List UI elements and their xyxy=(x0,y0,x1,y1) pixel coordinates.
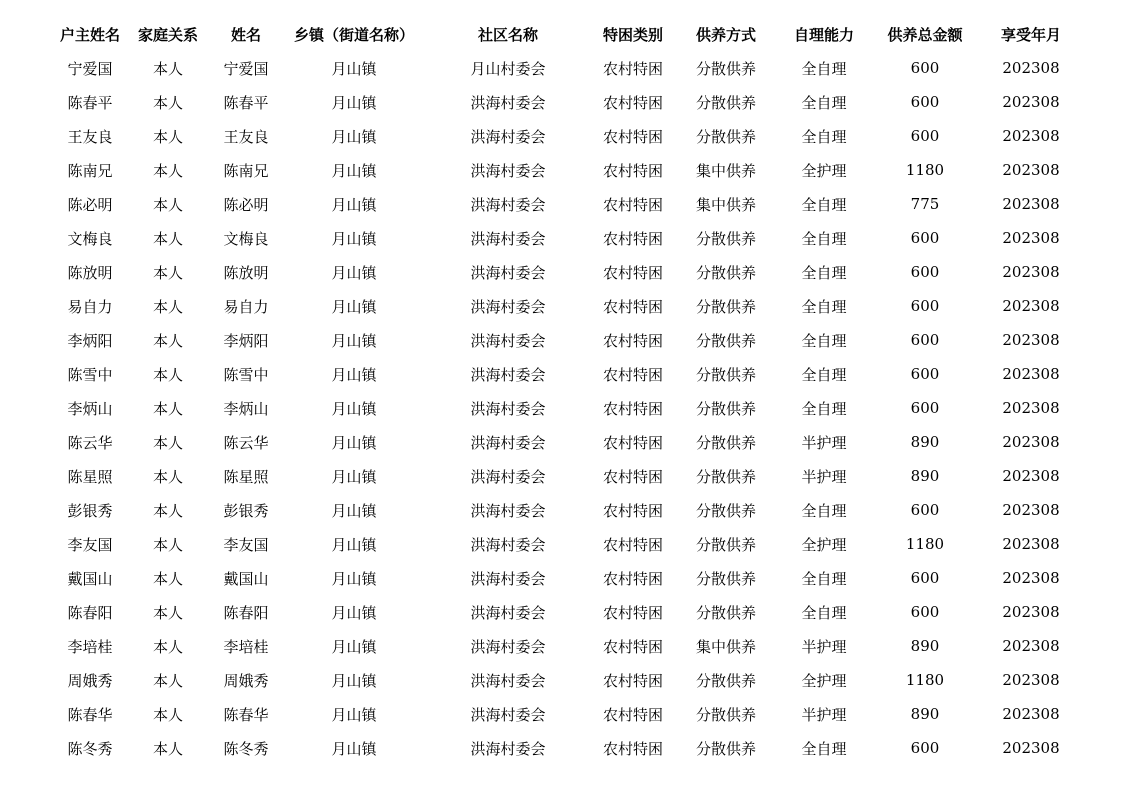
cell-category: 农村特困 xyxy=(602,467,663,486)
cell-year-month: 202308 xyxy=(1002,195,1060,213)
cell-householder-name: 宁爱国 xyxy=(67,59,113,78)
cell-category: 农村特困 xyxy=(602,739,663,758)
cell-total-amount: 600 xyxy=(910,59,940,77)
table-row xyxy=(52,493,1082,527)
cell-community: 洪海村委会 xyxy=(470,433,546,452)
cell-name: 李炳山 xyxy=(223,399,269,418)
cell-householder-name: 周娥秀 xyxy=(67,671,113,690)
cell-self-care: 全护理 xyxy=(801,671,847,690)
cell-householder-name: 易自力 xyxy=(67,297,113,316)
cell-name: 宁爱国 xyxy=(223,59,269,78)
cell-category: 农村特困 xyxy=(602,297,663,316)
cell-family-relation: 本人 xyxy=(152,161,183,180)
cell-community: 洪海村委会 xyxy=(470,467,546,486)
cell-householder-name: 陈放明 xyxy=(67,263,113,282)
cell-self-care: 半护理 xyxy=(801,433,847,452)
cell-family-relation: 本人 xyxy=(152,127,183,146)
cell-self-care: 全自理 xyxy=(801,603,847,622)
cell-total-amount: 890 xyxy=(910,637,940,655)
cell-householder-name: 陈春华 xyxy=(67,705,113,724)
cell-category: 农村特困 xyxy=(602,433,663,452)
cell-category: 农村特困 xyxy=(602,59,663,78)
table-header-row xyxy=(52,17,1082,51)
cell-category: 农村特困 xyxy=(602,399,663,418)
cell-family-relation: 本人 xyxy=(152,365,183,384)
cell-total-amount: 600 xyxy=(910,569,940,587)
cell-community: 洪海村委会 xyxy=(470,263,546,282)
header-year-month: 享受年月 xyxy=(1000,25,1061,44)
cell-self-care: 全自理 xyxy=(801,229,847,248)
cell-year-month: 202308 xyxy=(1002,263,1060,281)
cell-year-month: 202308 xyxy=(1002,331,1060,349)
cell-support-mode: 分散供养 xyxy=(695,229,756,248)
cell-year-month: 202308 xyxy=(1002,637,1060,655)
cell-total-amount: 600 xyxy=(910,263,940,281)
cell-self-care: 全自理 xyxy=(801,365,847,384)
cell-category: 农村特困 xyxy=(602,671,663,690)
cell-name: 陈春平 xyxy=(223,93,269,112)
cell-township: 月山镇 xyxy=(331,739,377,758)
cell-township: 月山镇 xyxy=(331,671,377,690)
cell-category: 农村特困 xyxy=(602,569,663,588)
cell-name: 周娥秀 xyxy=(223,671,269,690)
table-row xyxy=(52,595,1082,629)
table-row xyxy=(52,119,1082,153)
table-row xyxy=(52,51,1082,85)
cell-category: 农村特困 xyxy=(602,229,663,248)
cell-community: 洪海村委会 xyxy=(470,127,546,146)
cell-township: 月山镇 xyxy=(331,161,377,180)
cell-self-care: 全自理 xyxy=(801,569,847,588)
cell-self-care: 全自理 xyxy=(801,297,847,316)
cell-support-mode: 分散供养 xyxy=(695,127,756,146)
cell-householder-name: 陈春阳 xyxy=(67,603,113,622)
cell-self-care: 半护理 xyxy=(801,467,847,486)
cell-total-amount: 600 xyxy=(910,365,940,383)
table-row xyxy=(52,153,1082,187)
cell-family-relation: 本人 xyxy=(152,229,183,248)
cell-support-mode: 分散供养 xyxy=(695,59,756,78)
cell-community: 洪海村委会 xyxy=(470,195,546,214)
cell-householder-name: 陈南兄 xyxy=(67,161,113,180)
cell-self-care: 全护理 xyxy=(801,161,847,180)
cell-support-mode: 分散供养 xyxy=(695,671,756,690)
cell-township: 月山镇 xyxy=(331,263,377,282)
cell-total-amount: 775 xyxy=(910,195,940,213)
cell-self-care: 全自理 xyxy=(801,263,847,282)
cell-support-mode: 分散供养 xyxy=(695,297,756,316)
table-body xyxy=(52,51,1082,765)
cell-category: 农村特困 xyxy=(602,195,663,214)
cell-name: 陈放明 xyxy=(223,263,269,282)
cell-year-month: 202308 xyxy=(1002,93,1060,111)
cell-year-month: 202308 xyxy=(1002,739,1060,757)
cell-householder-name: 陈云华 xyxy=(67,433,113,452)
cell-township: 月山镇 xyxy=(331,603,377,622)
cell-householder-name: 陈春平 xyxy=(67,93,113,112)
cell-community: 洪海村委会 xyxy=(470,93,546,112)
cell-township: 月山镇 xyxy=(331,399,377,418)
table-row xyxy=(52,459,1082,493)
cell-support-mode: 分散供养 xyxy=(695,739,756,758)
cell-year-month: 202308 xyxy=(1002,59,1060,77)
cell-community: 洪海村委会 xyxy=(470,161,546,180)
cell-year-month: 202308 xyxy=(1002,535,1060,553)
cell-family-relation: 本人 xyxy=(152,637,183,656)
cell-total-amount: 1180 xyxy=(905,161,945,179)
cell-year-month: 202308 xyxy=(1002,603,1060,621)
cell-community: 洪海村委会 xyxy=(470,637,546,656)
cell-name: 陈星照 xyxy=(223,467,269,486)
cell-year-month: 202308 xyxy=(1002,365,1060,383)
cell-support-mode: 分散供养 xyxy=(695,467,756,486)
header-category: 特困类别 xyxy=(602,25,663,44)
table-row xyxy=(52,527,1082,561)
support-roster-table xyxy=(52,17,1082,765)
cell-total-amount: 600 xyxy=(910,739,940,757)
table-row xyxy=(52,255,1082,289)
cell-householder-name: 陈冬秀 xyxy=(67,739,113,758)
cell-householder-name: 戴国山 xyxy=(67,569,113,588)
cell-name: 彭银秀 xyxy=(223,501,269,520)
cell-family-relation: 本人 xyxy=(152,705,183,724)
cell-township: 月山镇 xyxy=(331,297,377,316)
cell-family-relation: 本人 xyxy=(152,59,183,78)
cell-support-mode: 分散供养 xyxy=(695,535,756,554)
cell-total-amount: 600 xyxy=(910,229,940,247)
cell-householder-name: 陈必明 xyxy=(67,195,113,214)
cell-householder-name: 陈雪中 xyxy=(67,365,113,384)
cell-family-relation: 本人 xyxy=(152,671,183,690)
cell-community: 洪海村委会 xyxy=(470,671,546,690)
cell-name: 陈冬秀 xyxy=(223,739,269,758)
cell-category: 农村特困 xyxy=(602,263,663,282)
cell-total-amount: 600 xyxy=(910,501,940,519)
cell-year-month: 202308 xyxy=(1002,671,1060,689)
cell-total-amount: 1180 xyxy=(905,671,945,689)
cell-family-relation: 本人 xyxy=(152,467,183,486)
cell-community: 洪海村委会 xyxy=(470,739,546,758)
cell-community: 洪海村委会 xyxy=(470,365,546,384)
cell-total-amount: 600 xyxy=(910,93,940,111)
header-family-relation: 家庭关系 xyxy=(137,25,198,44)
cell-community: 洪海村委会 xyxy=(470,331,546,350)
cell-self-care: 全自理 xyxy=(801,59,847,78)
cell-community: 洪海村委会 xyxy=(470,399,546,418)
header-township: 乡镇（街道名称） xyxy=(293,25,414,44)
cell-family-relation: 本人 xyxy=(152,739,183,758)
table-row xyxy=(52,357,1082,391)
cell-community: 洪海村委会 xyxy=(470,603,546,622)
cell-township: 月山镇 xyxy=(331,365,377,384)
cell-support-mode: 分散供养 xyxy=(695,93,756,112)
cell-family-relation: 本人 xyxy=(152,603,183,622)
cell-family-relation: 本人 xyxy=(152,501,183,520)
cell-total-amount: 890 xyxy=(910,705,940,723)
cell-name: 戴国山 xyxy=(223,569,269,588)
cell-support-mode: 集中供养 xyxy=(695,195,756,214)
cell-householder-name: 王友良 xyxy=(67,127,113,146)
table-row xyxy=(52,391,1082,425)
cell-year-month: 202308 xyxy=(1002,501,1060,519)
cell-category: 农村特困 xyxy=(602,603,663,622)
cell-family-relation: 本人 xyxy=(152,195,183,214)
cell-family-relation: 本人 xyxy=(152,399,183,418)
cell-category: 农村特困 xyxy=(602,161,663,180)
cell-name: 李友国 xyxy=(223,535,269,554)
cell-township: 月山镇 xyxy=(331,195,377,214)
cell-householder-name: 文梅良 xyxy=(67,229,113,248)
cell-name: 陈春阳 xyxy=(223,603,269,622)
cell-householder-name: 李培桂 xyxy=(67,637,113,656)
header-self-care: 自理能力 xyxy=(793,25,854,44)
cell-total-amount: 600 xyxy=(910,127,940,145)
cell-support-mode: 分散供养 xyxy=(695,331,756,350)
cell-township: 月山镇 xyxy=(331,331,377,350)
header-support-mode: 供养方式 xyxy=(695,25,756,44)
cell-year-month: 202308 xyxy=(1002,705,1060,723)
cell-township: 月山镇 xyxy=(331,433,377,452)
cell-support-mode: 分散供养 xyxy=(695,569,756,588)
cell-support-mode: 分散供养 xyxy=(695,603,756,622)
cell-self-care: 全自理 xyxy=(801,127,847,146)
cell-year-month: 202308 xyxy=(1002,569,1060,587)
table-row xyxy=(52,85,1082,119)
cell-township: 月山镇 xyxy=(331,93,377,112)
cell-category: 农村特困 xyxy=(602,637,663,656)
cell-community: 月山村委会 xyxy=(470,59,546,78)
cell-total-amount: 600 xyxy=(910,399,940,417)
cell-support-mode: 分散供养 xyxy=(695,501,756,520)
cell-total-amount: 890 xyxy=(910,467,940,485)
header-total-amount: 供养总金额 xyxy=(887,25,963,44)
cell-year-month: 202308 xyxy=(1002,127,1060,145)
cell-year-month: 202308 xyxy=(1002,297,1060,315)
cell-name: 陈南兄 xyxy=(223,161,269,180)
cell-name: 陈云华 xyxy=(223,433,269,452)
cell-community: 洪海村委会 xyxy=(470,535,546,554)
cell-year-month: 202308 xyxy=(1002,433,1060,451)
cell-township: 月山镇 xyxy=(331,569,377,588)
cell-township: 月山镇 xyxy=(331,59,377,78)
table-row xyxy=(52,323,1082,357)
cell-township: 月山镇 xyxy=(331,705,377,724)
cell-support-mode: 分散供养 xyxy=(695,399,756,418)
header-name: 姓名 xyxy=(230,25,261,44)
cell-self-care: 半护理 xyxy=(801,705,847,724)
cell-name: 李培桂 xyxy=(223,637,269,656)
cell-householder-name: 李炳山 xyxy=(67,399,113,418)
cell-township: 月山镇 xyxy=(331,637,377,656)
cell-self-care: 全自理 xyxy=(801,739,847,758)
cell-category: 农村特困 xyxy=(602,93,663,112)
header-householder-name: 户主姓名 xyxy=(59,25,120,44)
cell-township: 月山镇 xyxy=(331,467,377,486)
cell-total-amount: 600 xyxy=(910,297,940,315)
cell-support-mode: 分散供养 xyxy=(695,433,756,452)
cell-category: 农村特困 xyxy=(602,705,663,724)
cell-self-care: 全自理 xyxy=(801,331,847,350)
cell-self-care: 全自理 xyxy=(801,501,847,520)
cell-community: 洪海村委会 xyxy=(470,297,546,316)
cell-family-relation: 本人 xyxy=(152,569,183,588)
cell-township: 月山镇 xyxy=(331,501,377,520)
cell-total-amount: 600 xyxy=(910,331,940,349)
cell-category: 农村特困 xyxy=(602,535,663,554)
cell-self-care: 全护理 xyxy=(801,535,847,554)
table-row xyxy=(52,289,1082,323)
cell-householder-name: 李友国 xyxy=(67,535,113,554)
cell-community: 洪海村委会 xyxy=(470,501,546,520)
table-row xyxy=(52,425,1082,459)
cell-support-mode: 集中供养 xyxy=(695,637,756,656)
cell-name: 陈必明 xyxy=(223,195,269,214)
table-row xyxy=(52,629,1082,663)
cell-householder-name: 李炳阳 xyxy=(67,331,113,350)
cell-family-relation: 本人 xyxy=(152,433,183,452)
cell-self-care: 半护理 xyxy=(801,637,847,656)
cell-category: 农村特困 xyxy=(602,501,663,520)
table-row xyxy=(52,663,1082,697)
cell-community: 洪海村委会 xyxy=(470,705,546,724)
cell-support-mode: 分散供养 xyxy=(695,705,756,724)
cell-year-month: 202308 xyxy=(1002,399,1060,417)
cell-category: 农村特困 xyxy=(602,331,663,350)
table-row xyxy=(52,187,1082,221)
cell-name: 陈春华 xyxy=(223,705,269,724)
cell-family-relation: 本人 xyxy=(152,331,183,350)
header-community: 社区名称 xyxy=(477,25,538,44)
cell-name: 文梅良 xyxy=(223,229,269,248)
cell-total-amount: 600 xyxy=(910,603,940,621)
cell-township: 月山镇 xyxy=(331,535,377,554)
cell-township: 月山镇 xyxy=(331,127,377,146)
cell-name: 王友良 xyxy=(223,127,269,146)
cell-year-month: 202308 xyxy=(1002,467,1060,485)
cell-category: 农村特困 xyxy=(602,127,663,146)
cell-name: 李炳阳 xyxy=(223,331,269,350)
cell-community: 洪海村委会 xyxy=(470,229,546,248)
cell-self-care: 全自理 xyxy=(801,399,847,418)
cell-family-relation: 本人 xyxy=(152,535,183,554)
cell-community: 洪海村委会 xyxy=(470,569,546,588)
table-row xyxy=(52,731,1082,765)
cell-total-amount: 890 xyxy=(910,433,940,451)
cell-householder-name: 陈星照 xyxy=(67,467,113,486)
table-row xyxy=(52,221,1082,255)
cell-householder-name: 彭银秀 xyxy=(67,501,113,520)
cell-township: 月山镇 xyxy=(331,229,377,248)
cell-support-mode: 分散供养 xyxy=(695,263,756,282)
cell-year-month: 202308 xyxy=(1002,229,1060,247)
cell-total-amount: 1180 xyxy=(905,535,945,553)
cell-name: 陈雪中 xyxy=(223,365,269,384)
cell-family-relation: 本人 xyxy=(152,263,183,282)
cell-name: 易自力 xyxy=(223,297,269,316)
cell-family-relation: 本人 xyxy=(152,297,183,316)
cell-self-care: 全自理 xyxy=(801,195,847,214)
cell-support-mode: 分散供养 xyxy=(695,365,756,384)
cell-support-mode: 集中供养 xyxy=(695,161,756,180)
cell-self-care: 全自理 xyxy=(801,93,847,112)
cell-year-month: 202308 xyxy=(1002,161,1060,179)
table-row xyxy=(52,561,1082,595)
table-row xyxy=(52,697,1082,731)
cell-category: 农村特困 xyxy=(602,365,663,384)
cell-family-relation: 本人 xyxy=(152,93,183,112)
